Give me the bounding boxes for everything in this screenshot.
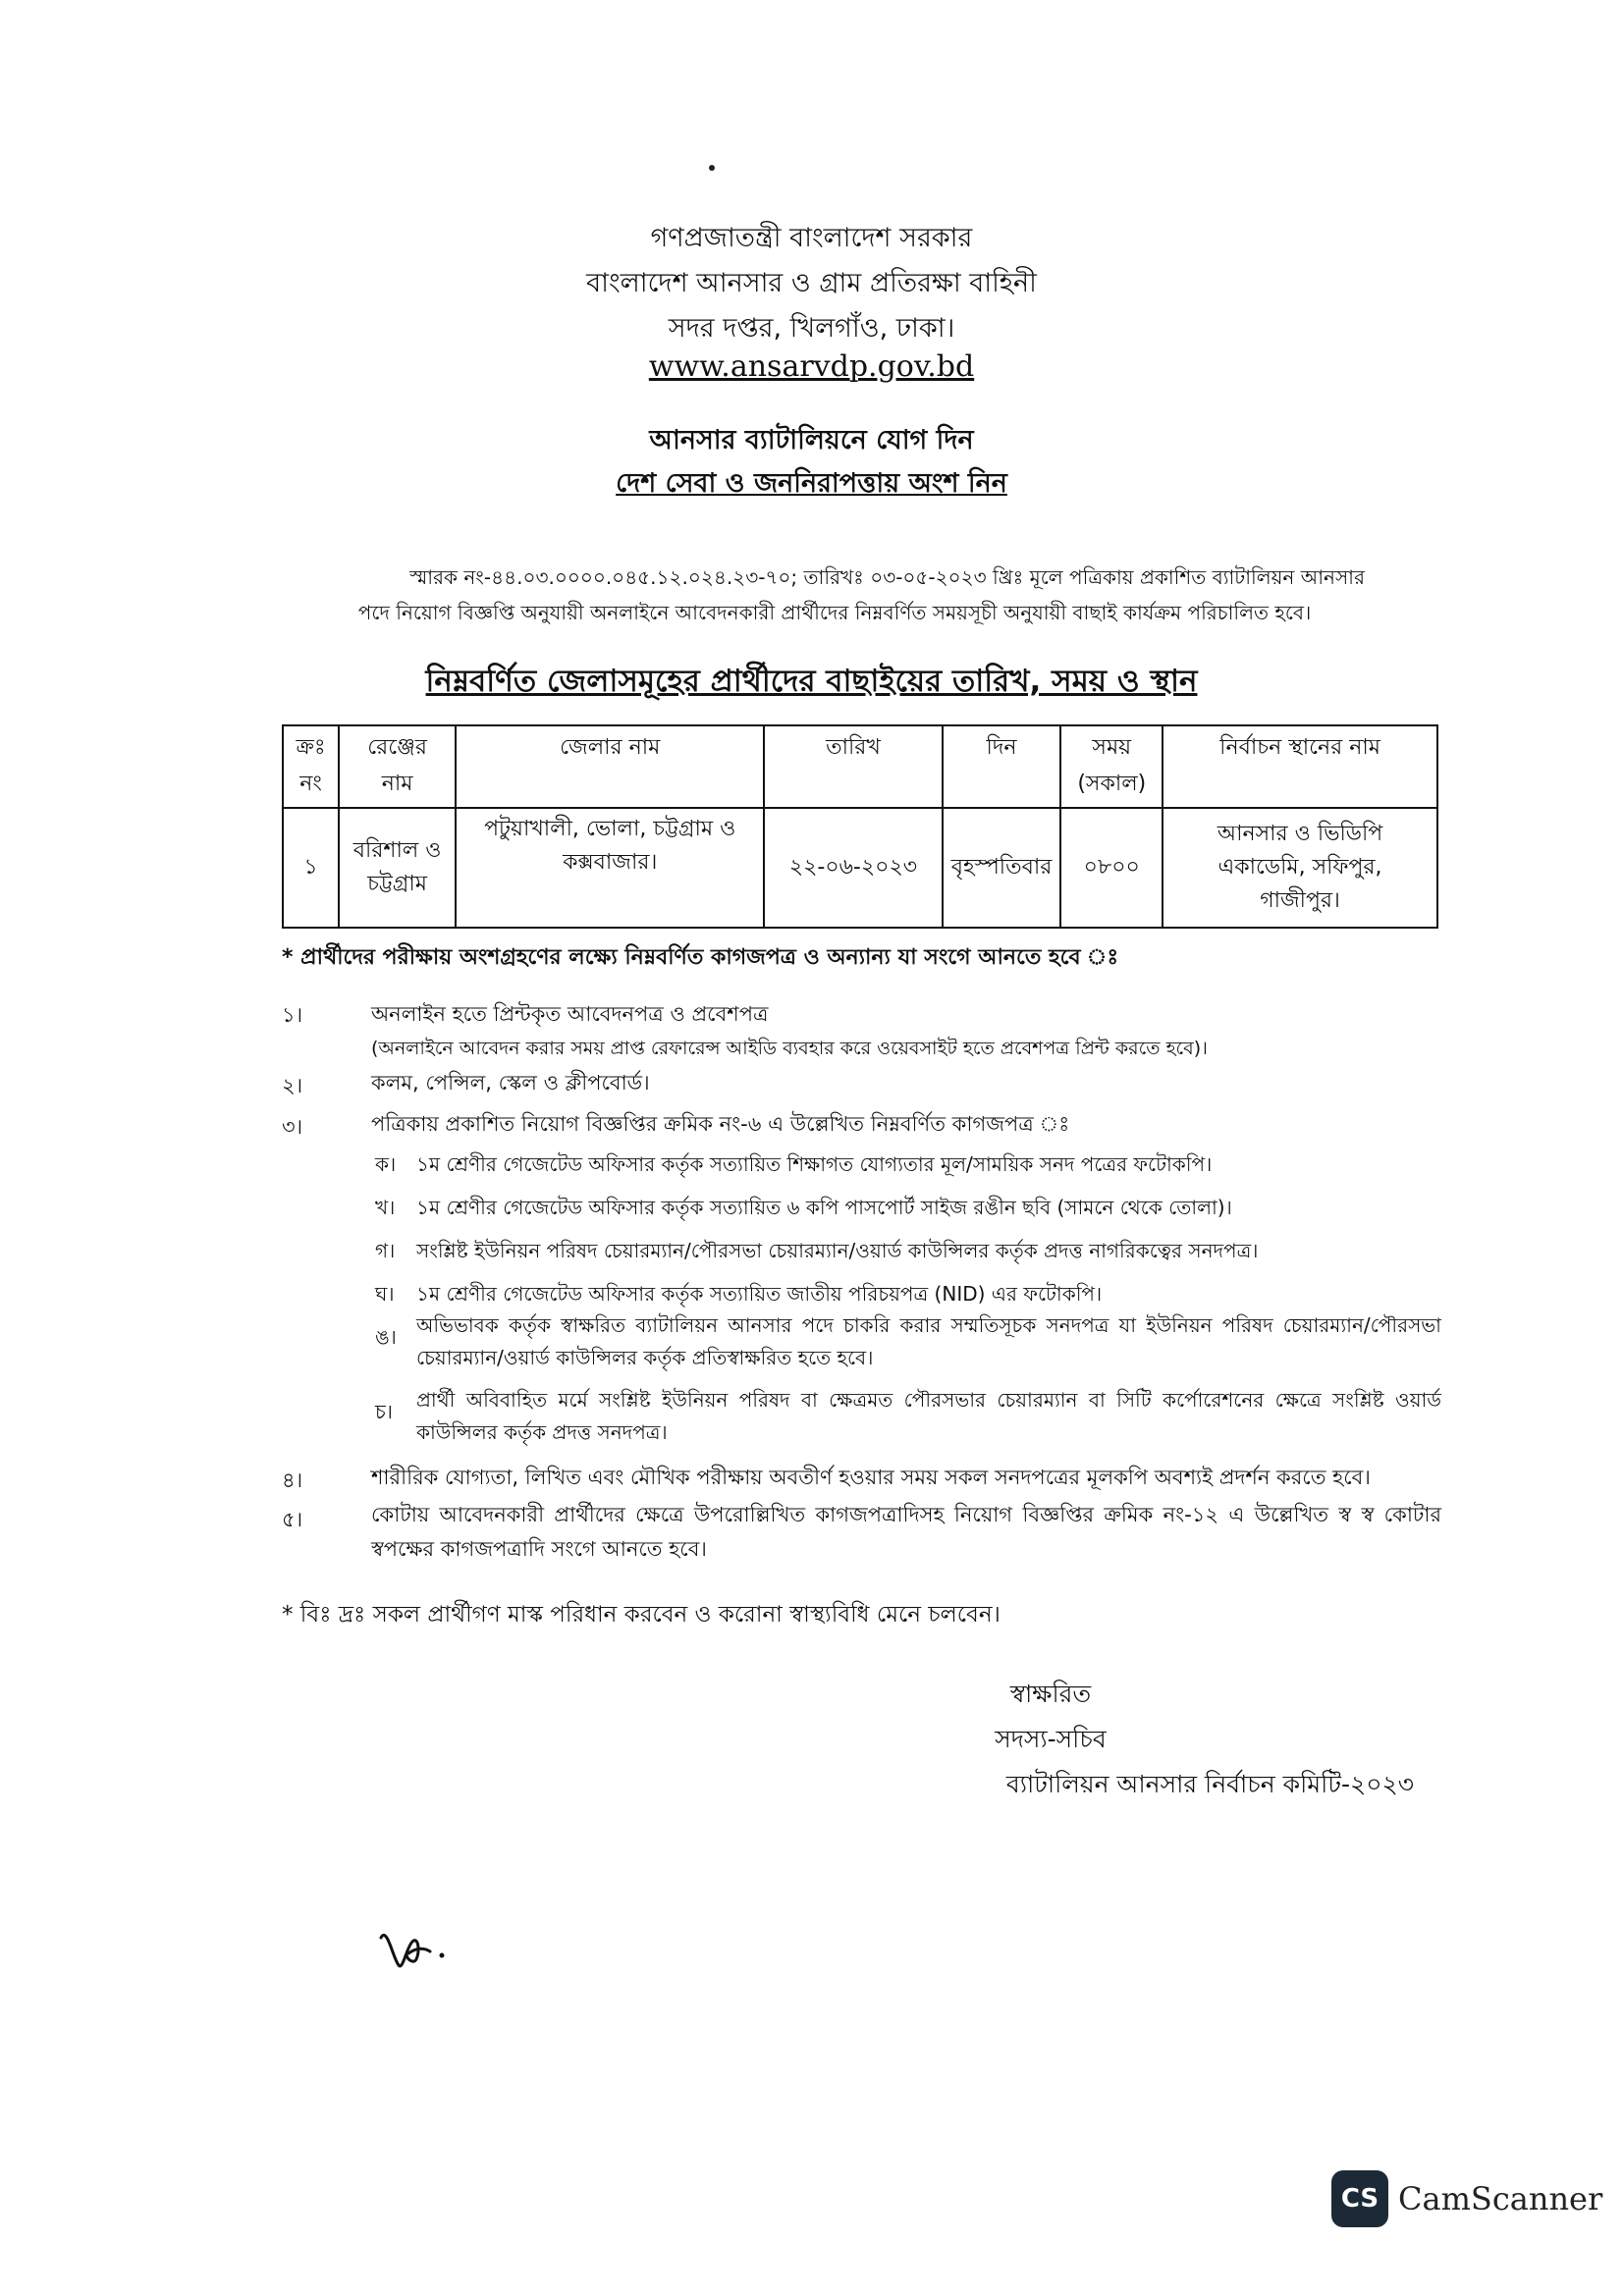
- signature-designation: সদস্য-সচিব: [995, 1725, 1107, 1753]
- item-4-text: শারীরিক যোগ্যতা, লিখিত এবং মৌখিক পরীক্ষায় অবতীর্ণ হওয়ার সময় সকল সনদপত্রের মূলকপি অবশ্যই প্রদর্শন করতে হবে।: [371, 1466, 1371, 1489]
- website-line: [0, 349, 1623, 384]
- item-1-text: অনলাইন হতে প্রিন্টকৃত আবেদনপত্র ও প্রবেশপত্র: [371, 1002, 769, 1026]
- memo-line-2: পদে নিয়োগ বিজ্ঞপ্তি অনুযায়ী অনলাইনে আবেদনকারী প্রার্থীদের নিম্নবর্ণিত সময়সূচী অনুযায়ী বাছাই কার্যক্রম পরিচালিত হবে।: [357, 601, 1312, 624]
- camscanner-watermark: [1331, 2169, 1602, 2228]
- sub-item-kha-mark: খ।: [375, 1196, 396, 1219]
- cell-day: বৃহস্পতিবার: [943, 808, 1061, 928]
- sub-item-ka-mark: ক।: [375, 1152, 397, 1176]
- sub-item-gha-mark: ঘ।: [375, 1282, 395, 1306]
- col-day: দিন: [943, 725, 1061, 808]
- sub-item-ka-text: ১ম শ্রেণীর গেজেটেড অফিসার কর্তৃক সত্যায়িত শিক্ষাগত যোগ্যতার মূল/সাময়িক সনদ পত্রের ফটোকপি।: [416, 1152, 1213, 1176]
- col-range: রেঞ্জের নাম: [339, 725, 456, 808]
- item-1-number: ১।: [282, 1003, 303, 1027]
- org-title: বাংলাদেশ আনসার ও গ্রাম প্রতিরক্ষা বাহিনী: [586, 268, 1037, 298]
- schedule-subtitle: নিম্নবর্ণিত জেলাসমূহের প্রার্থীদের বাছাইয়ের তারিখ, সময় ও স্থান: [425, 664, 1198, 699]
- table-header-row: [283, 725, 1437, 808]
- cell-date: ২২-০৬-২০২৩: [764, 808, 942, 928]
- slogan-line-2: দেশ সেবা ও জননিরাপত্তায় অংশ নিন: [616, 468, 1007, 499]
- sub-item-cha-text: প্রার্থী অবিবাহিত মর্মে সংশ্লিষ্ট ইউনিয়ন পরিষদ বা ক্ষেত্রমত পৌরসভার চেয়ারম্যান বা সিটি কর্পোরেশনের ক্ষেত্রে সংশ্লিষ্ট ওয়ার্ড কাউন্সিলর কর্তৃক প্রদত্ত সনদপত্র।: [416, 1388, 1441, 1444]
- special-note: * বিঃ দ্রঃ সকল প্রার্থীগণ মাস্ক পরিধান করবেন ও করোনা স্বাস্থ্যবিধি মেনে চলবেন।: [282, 1602, 1001, 1628]
- cell-time: ০৮০০: [1060, 808, 1163, 928]
- memo-text: [304, 560, 1365, 630]
- col-venue: নির্বাচন স্থানের নাম: [1163, 725, 1437, 808]
- col-serial: ক্রঃ নং: [283, 725, 339, 808]
- handwritten-signature-icon: [373, 1918, 461, 1977]
- col-district: জেলার নাম: [456, 725, 764, 808]
- govt-title: গণপ্রজাতন্ত্রী বাংলাদেশ সরকার: [650, 223, 973, 253]
- item-4-number: ৪।: [282, 1468, 303, 1492]
- website-link[interactable]: www.ansarvdp.gov.bd: [648, 349, 975, 384]
- item-5-text: কোটায় আবেদনকারী প্রার্থীদের ক্ষেত্রে উপরোল্লিখিত কাগজপত্রাদিসহ নিয়োগ বিজ্ঞপ্তির ক্রমিক নং-১২ এ উল্লেখিত স্ব স্ব কোটার স্বপক্ষের কাগজপত্রাদি সংগে আনতে হবে।: [371, 1503, 1441, 1561]
- item-1: [371, 997, 1441, 1066]
- sub-item-cha-mark: চ।: [375, 1400, 393, 1423]
- item-2-text: কলম, পেন্সিল, স্কেল ও ক্লীপবোর্ড।: [371, 1071, 650, 1095]
- item-2-number: ২।: [282, 1074, 303, 1097]
- item-3-number: ৩।: [282, 1115, 303, 1139]
- cell-serial: ১: [283, 808, 339, 928]
- col-date: তারিখ: [764, 725, 942, 808]
- sub-item-uma-text: অভিভাবক কর্তৃক স্বাক্ষরিত ব্যাটালিয়ন আনসার পদে চাকরি করার সম্মতিসূচক সনদপত্র যা ইউনিয়ন পরিষদ চেয়ারম্যান/পৌরসভা চেয়ারম্যান/ওয়ার্ড কাউন্সিলর কর্তৃক প্রতিস্বাক্ষরিত হতে হবে।: [416, 1313, 1441, 1369]
- col-time: সময় (সকাল): [1060, 725, 1163, 808]
- signature-committee: ব্যাটালিয়ন আনসার নির্বাচন কমিটি-২০২৩: [1005, 1770, 1414, 1798]
- requirements-heading: * প্রার্থীদের পরীক্ষায় অংশগ্রহণের লক্ষ্যে নিম্নবর্ণিত কাগজপত্র ও অন্যান্য যা সংগে আনতে হবে ঃ: [282, 945, 1119, 970]
- camscanner-logo: CS: [1331, 2170, 1388, 2227]
- cell-district: পটুয়াখালী, ভোলা, চট্টগ্রাম ও কক্সবাজার।: [456, 808, 764, 928]
- stray-dot: [709, 165, 715, 171]
- cell-venue: আনসার ও ভিডিপি একাডেমি, সফিপুর, গাজীপুর।: [1163, 808, 1437, 928]
- sub-item-ga-mark: গ।: [375, 1239, 396, 1262]
- item-5-number: ৫।: [282, 1508, 303, 1531]
- office-address: সদর দপ্তর, খিলগাঁও, ঢাকা।: [668, 313, 955, 344]
- table-row: [283, 808, 1437, 928]
- sub-item-ga-text: সংশ্লিষ্ট ইউনিয়ন পরিষদ চেয়ারম্যান/পৌরসভা চেয়ারম্যান/ওয়ার্ড কাউন্সিলর কর্তৃক প্রদত্ত নাগরিকত্বের সনদপত্র।: [416, 1239, 1259, 1262]
- sub-item-kha-text: ১ম শ্রেণীর গেজেটেড অফিসার কর্তৃক সত্যায়িত ৬ কপি পাসপোর্ট সাইজ রঙীন ছবি (সামনে থেকে তোলা)।: [416, 1196, 1232, 1219]
- memo-line-1: স্মারক নং-৪৪.০৩.০০০০.০৪৫.১২.০২৪.২৩-৭০; তারিখঃ ০৩-০৫-২০২৩ খ্রিঃ মূলে পত্রিকায় প্রকাশিত ব্যাটালিয়ন আনসার: [409, 565, 1365, 589]
- item-3-text: পত্রিকায় প্রকাশিত নিয়োগ বিজ্ঞপ্তির ক্রমিক নং-৬ এ উল্লেখিত নিম্নবর্ণিত কাগজপত্র ঃ: [371, 1112, 1070, 1136]
- schedule-table: [282, 724, 1438, 929]
- sub-item-uma-mark: ঙ।: [375, 1325, 397, 1349]
- signature-signed: স্বাক্ষরিত: [1009, 1680, 1092, 1708]
- slogan-line-1: আনসার ব্যাটালিয়নে যোগ দিন: [649, 425, 974, 455]
- item-1-note: (অনলাইনে আবেদন করার সময় প্রাপ্ত রেফারেন্স আইডি ব্যবহার করে ওয়েবসাইট হতে প্রবেশপত্র প্রিন্ট করতে হবে)।: [371, 1038, 1208, 1059]
- camscanner-text: CamScanner: [1398, 2180, 1603, 2217]
- cell-range: বরিশাল ও চট্টগ্রাম: [339, 808, 456, 928]
- sub-item-gha-text: ১ম শ্রেণীর গেজেটেড অফিসার কর্তৃক সত্যায়িত জাতীয় পরিচয়পত্র (NID) এর ফটোকপি।: [416, 1282, 1103, 1306]
